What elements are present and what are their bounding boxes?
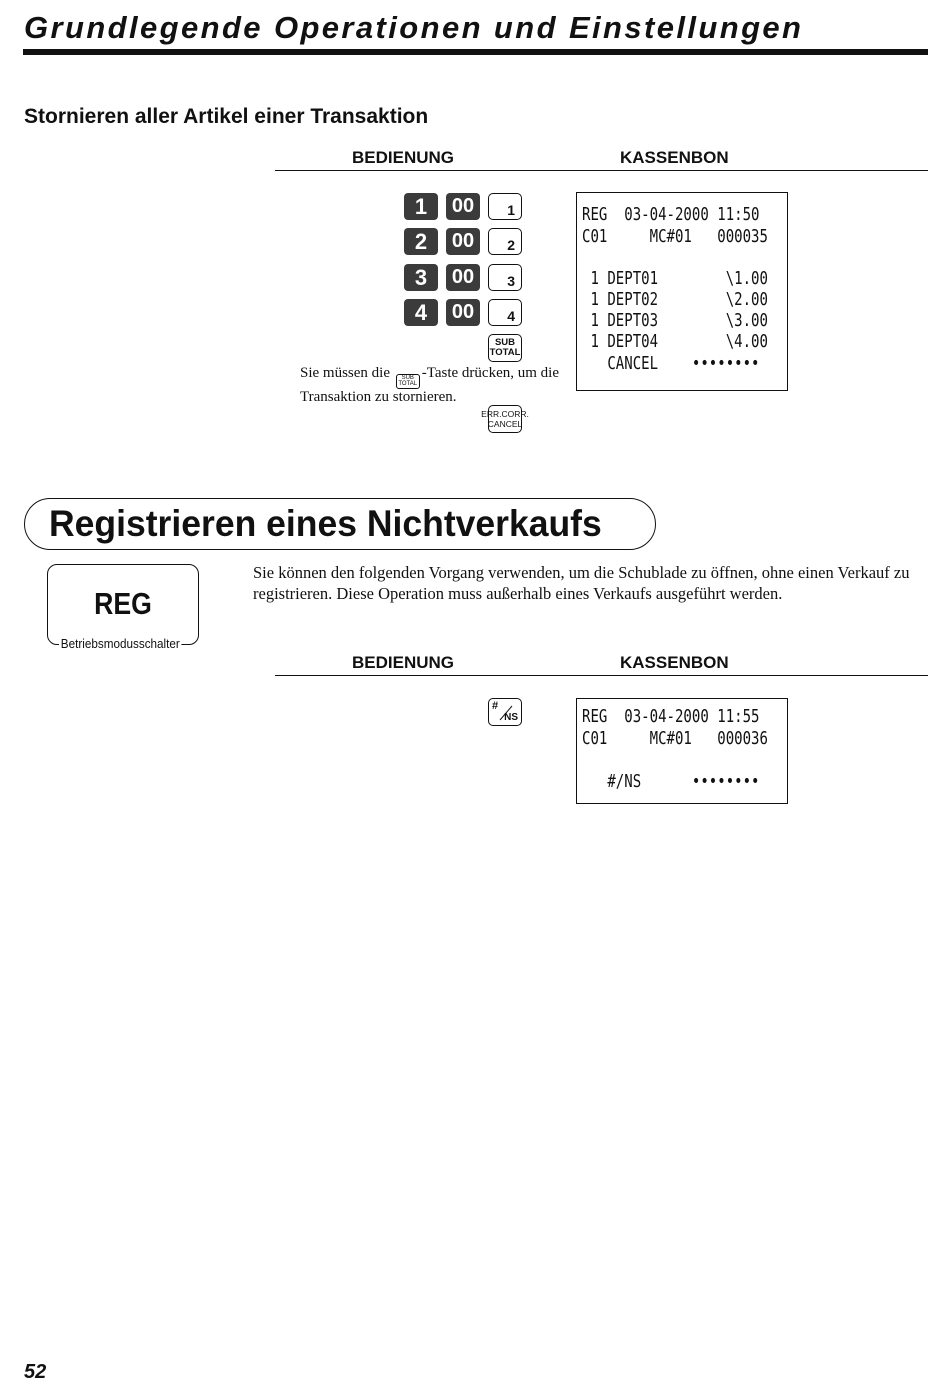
- title-rule: [23, 49, 928, 55]
- page-number: 52: [24, 1361, 47, 1383]
- slash-icon: [497, 704, 515, 722]
- note-text-before: Sie müssen die: [300, 365, 394, 381]
- err-corr-key-line1: ERR.CORR.: [481, 409, 529, 419]
- no-sale-description: Sie können den folgenden Vorgang verwenden, um die Schublade zu öffnen, ohne einen Verkauf zu registrieren. Diese Operation muss außerhalb eines Verkaufs ausgeführt werden.: [253, 563, 910, 603]
- department-key[interactable]: 3: [488, 264, 522, 291]
- mode-switch-label: Betriebsmodusschalter: [60, 636, 180, 651]
- column-rule: [275, 170, 928, 171]
- section-banner-title: Registrieren eines Nichtverkaufs: [49, 503, 602, 544]
- column-header-receipt: KASSENBON: [620, 653, 729, 672]
- receipt-line: CANCEL ••••••••: [582, 353, 760, 374]
- double-zero-key[interactable]: 00: [446, 264, 480, 291]
- receipt-line: REG 03-04-2000 11:55: [582, 706, 760, 727]
- no-sale-key-top: #: [492, 700, 499, 712]
- receipt-line: C01 MC#01 000036: [582, 728, 768, 749]
- double-zero-key[interactable]: 00: [446, 193, 480, 220]
- mode-switch-value: REG: [94, 586, 152, 621]
- double-zero-key[interactable]: 00: [446, 228, 480, 255]
- receipt-line: 1 DEPT04 \4.00: [582, 331, 768, 352]
- receipt-line: REG 03-04-2000 11:50: [582, 204, 760, 225]
- subtotal-key-line2: TOTAL: [489, 347, 521, 358]
- numeric-key[interactable]: 1: [404, 193, 438, 220]
- column-rule: [275, 675, 928, 676]
- receipt-no-sale: [576, 698, 788, 804]
- subtotal-key[interactable]: [488, 334, 522, 362]
- department-key[interactable]: 1: [488, 193, 522, 220]
- subtotal-note: [300, 365, 562, 405]
- column-header-operation: BEDIENUNG: [352, 653, 455, 672]
- err-corr-cancel-key[interactable]: [481, 405, 529, 433]
- department-key[interactable]: 4: [488, 299, 522, 326]
- receipt-line: 1 DEPT03 \3.00: [582, 310, 768, 331]
- receipt-cancel: [576, 192, 788, 391]
- section-heading-cancel: Stornieren aller Artikel einer Transaktion: [24, 105, 429, 128]
- receipt-line: #/NS ••••••••: [582, 771, 760, 792]
- receipt-line: C01 MC#01 000035: [582, 226, 768, 247]
- subtotal-mini-key-icon: SUB TOTAL: [396, 374, 420, 389]
- receipt-line: 1 DEPT01 \1.00: [582, 268, 768, 289]
- err-corr-key-line2: CANCEL: [487, 419, 523, 429]
- page-title: Grundlegende Operationen und Einstellungen: [24, 10, 804, 45]
- column-header-operation: BEDIENUNG: [352, 148, 455, 167]
- subtotal-key-line1: SUB: [494, 337, 516, 348]
- department-key[interactable]: 2: [488, 228, 522, 255]
- numeric-key[interactable]: 3: [404, 264, 438, 291]
- receipt-line: 1 DEPT02 \2.00: [582, 289, 768, 310]
- numeric-key[interactable]: 4: [404, 299, 438, 326]
- no-sale-key[interactable]: [488, 698, 522, 726]
- numeric-key[interactable]: 2: [404, 228, 438, 255]
- column-header-receipt: KASSENBON: [620, 148, 729, 167]
- note-text-after: -Taste drücken, um die Transaktion zu stornieren.: [300, 365, 559, 405]
- double-zero-key[interactable]: 00: [446, 299, 480, 326]
- no-sale-key-bottom: NS: [504, 712, 518, 723]
